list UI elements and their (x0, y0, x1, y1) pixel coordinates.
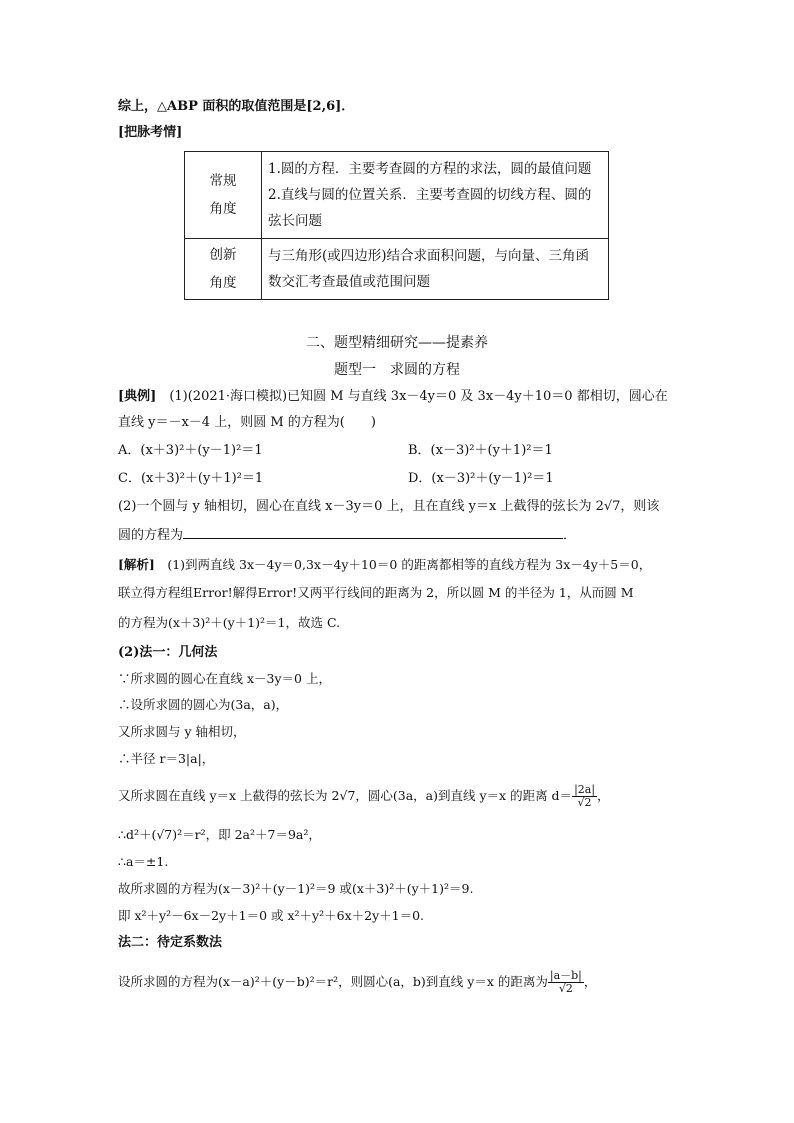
method1-line: 故所求圆的方程为(x－3)²＋(y－1)²＝9 或(x＋3)²＋(y＋1)²＝9. (118, 881, 474, 896)
solution-line3: 的方程为(x＋3)²＋(y＋1)²＝1，故选 C. (118, 615, 341, 630)
section-tag: [把脉考情] (118, 125, 183, 140)
example-q1-line2: 直线 y＝－x－4 上，则圆 M 的方程为( ) (118, 415, 376, 430)
row2-content: 与三角形(或四边形)结合求面积问题，与向量、三角函 数交汇考查最值或范围问题 (262, 239, 609, 300)
exam-analysis-table (184, 151, 609, 300)
example-q2-line2: 圆的方程为 ． (118, 528, 577, 543)
option-c: C．(x＋3)²＋(y＋1)²＝1 (118, 471, 264, 486)
distance-fraction: $\frac{|a-b|}{√2}$ (549, 969, 582, 995)
option-b: B．(x－3)²＋(y＋1)²＝1 (408, 443, 553, 458)
section-heading: 二、题型精细研究——提素养 (306, 335, 488, 351)
row1-head: 常规 角度 (185, 152, 262, 239)
method1-line: 又所求圆在直线 y＝x 上截得的弦长为 2√7，圆心(3a，a)到直线 y＝x 的距离 d＝ $\frac{|2a|}{√2}$ ， (118, 783, 610, 809)
table-row (185, 152, 609, 239)
method1-line: ∴半径 r＝3|a|， (118, 751, 215, 766)
method1-line: ∴d²＋(√7)²＝r²，即 2a²＋7＝9a²， (118, 827, 321, 842)
row2-head: 创新 角度 (185, 239, 262, 300)
row1-content: 1.圆的方程．主要考查圆的方程的求法，圆的最值问题 2.直线与圆的位置关系．主要考查圆的切线方程、圆的 弦长问题 (262, 152, 609, 239)
option-a: A．(x＋3)²＋(y－1)²＝1 (118, 443, 263, 458)
solution-line1: [解析] (1)到两直线 3x－4y＝0,3x－4y＋10＝0 的距离都相等的直线方程为 3x－4y＋5＝0， (118, 557, 652, 572)
method1-line: ∴设所求圆的圆心为(3a，a)， (118, 697, 289, 712)
method1-line: 又所求圆与 y 轴相切， (118, 724, 246, 739)
answer-blank (183, 526, 563, 539)
method1-line: ∴a＝±1. (118, 854, 169, 869)
method2-line: 设所求圆的方程为(x－a)²＋(y－b)²＝r²，则圆心(a，b)到直线 y＝x 的距离为 $\frac{|a-b|}{√2}$ ， (118, 969, 597, 995)
topic-heading: 题型一 求圆的方程 (334, 362, 460, 378)
option-d: D．(x－3)²＋(y－1)²＝1 (408, 471, 554, 486)
example-q2-line1: (2)一个圆与 y 轴相切，圆心在直线 x－3y＝0 上，且在直线 y＝x 上截得的弦长为 2√7，则该 (118, 499, 660, 514)
example-q1-line1: [典例] (1)(2021·海口模拟)已知圆 M 与直线 3x－4y＝0 及 3x－4y＋10＝0 都相切，圆心在 (118, 389, 668, 404)
solution-line2: 联立得方程组Error!解得Error!又两平行线间的距离为 2，所以圆 M 的半径为 1，从而圆 M (118, 585, 634, 600)
distance-fraction: $\frac{|2a|}{√2}$ (574, 783, 596, 809)
method1-line: ∵所求圆的圆心在直线 x－3y＝0 上， (118, 671, 331, 686)
summary-line: 综上，△ABP 面积的取值范围是[2,6]． (118, 99, 355, 114)
method1-line: 即 x²＋y²－6x－2y＋1＝0 或 x²＋y²＋6x＋2y＋1＝0. (118, 908, 425, 923)
method1-title: (2)法一：几何法 (118, 645, 218, 660)
table-row (185, 239, 609, 300)
method2-title: 法二：待定系数法 (118, 935, 223, 950)
